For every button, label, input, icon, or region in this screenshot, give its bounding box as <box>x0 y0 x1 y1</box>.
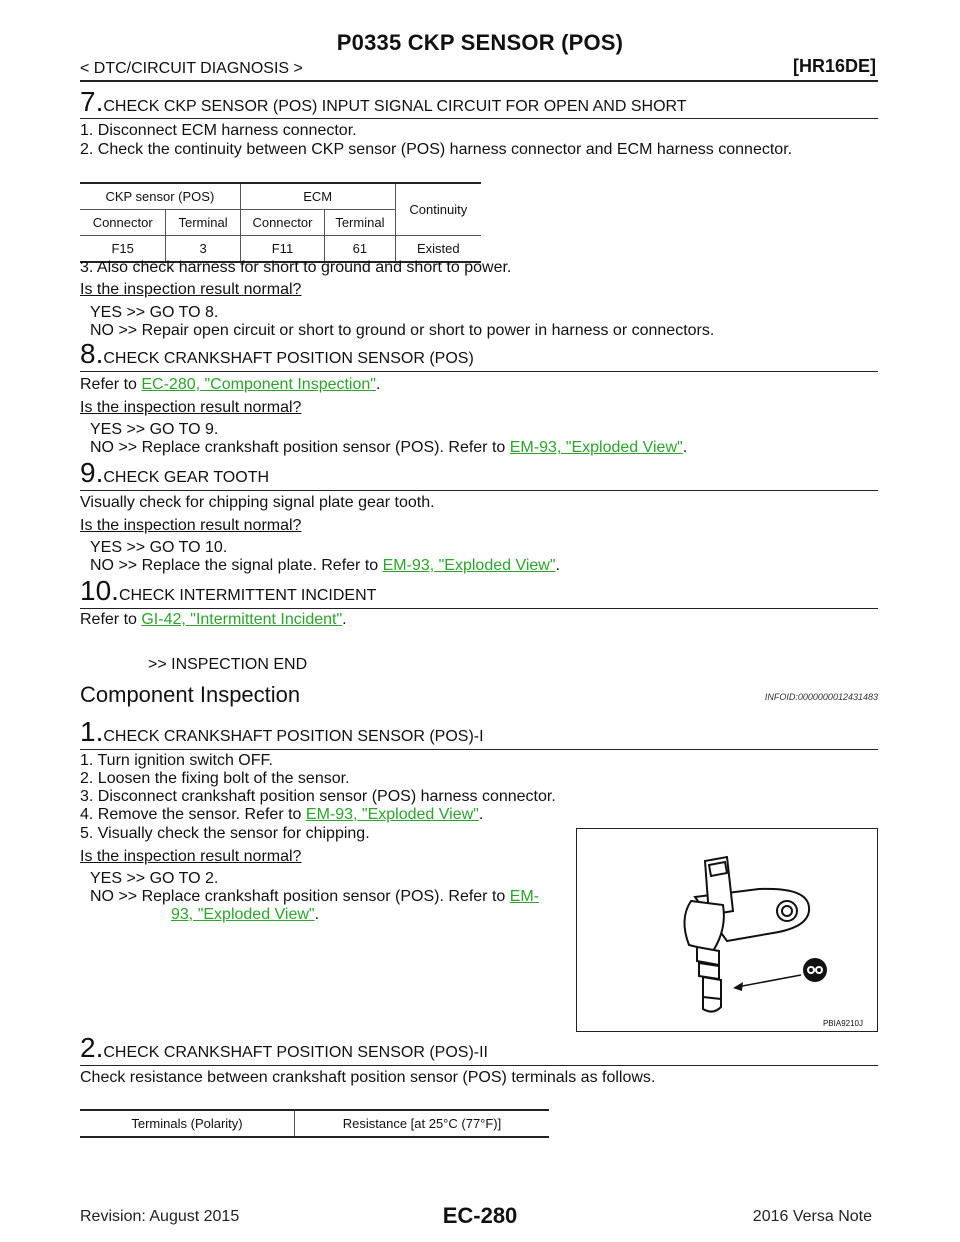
step-7-title: CHECK CKP SENSOR (POS) INPUT SIGNAL CIRCUIT FOR OPEN AND SHORT <box>103 98 687 115</box>
step-8-no <box>90 439 687 457</box>
step-8-refer-suffix: . <box>375 376 381 393</box>
col-connector-2: Connector <box>240 210 324 236</box>
step-9-title: CHECK GEAR TOOTH <box>103 469 270 486</box>
step-10-title: CHECK INTERMITTENT INCIDENT <box>118 587 377 604</box>
step-7-line-1: 1. Disconnect ECM harness connector. <box>80 122 357 139</box>
cell-terminal-2: 61 <box>325 236 395 263</box>
figure-code: PBIA9210J <box>822 1019 863 1028</box>
comp-step-1-line-3: 3. Disconnect crankshaft position sensor (POS) harness connector. <box>80 788 556 805</box>
step-8-title: CHECK CRANKSHAFT POSITION SENSOR (POS) <box>103 350 474 367</box>
col-terminal-2: Terminal <box>325 210 395 236</box>
footer-revision: Revision: August 2015 <box>80 1208 240 1225</box>
step-9-no-prefix: NO >> Replace the signal plate. Refer to <box>90 557 383 574</box>
resistance-table <box>80 1109 549 1138</box>
comp-step-2-line-1: Check resistance between crankshaft position sensor (POS) terminals as follows. <box>80 1069 656 1086</box>
cell-connector-1: F15 <box>80 236 166 263</box>
comp-step-1-question: Is the inspection result normal? <box>80 848 302 865</box>
comp-step-1-line-4 <box>80 806 483 824</box>
cell-continuity: Existed <box>395 236 481 263</box>
comp-step-1-no-prefix: NO >> Replace crankshaft position sensor (POS). Refer to <box>90 888 510 905</box>
comp-step-1-line-5: 5. Visually check the sensor for chipping. <box>80 825 370 842</box>
col-continuity: Continuity <box>395 183 481 236</box>
exploded-view-link-cont[interactable]: 93, "Exploded View" <box>171 906 315 923</box>
inspection-end: >> INSPECTION END <box>148 656 308 673</box>
step-8-divider <box>80 371 878 372</box>
header-divider <box>80 80 878 82</box>
step-7-line-3: 3. Also check harness for short to ground and short to power. <box>80 259 512 276</box>
footer-vehicle: 2016 Versa Note <box>752 1208 872 1225</box>
comp-step-1-divider <box>80 749 878 750</box>
step-7-heading <box>80 86 687 118</box>
step-10-refer-prefix: Refer to <box>80 611 142 628</box>
cell-terminal-1: 3 <box>166 236 240 263</box>
step-8-refer <box>80 376 380 394</box>
comp-step-1-no <box>90 888 539 906</box>
step-9-question: Is the inspection result normal? <box>80 517 302 534</box>
cell-connector-2: F11 <box>240 236 324 263</box>
info-id: INFOID:0000000012431483 <box>764 692 878 702</box>
step-7-yes: YES >> GO TO 8. <box>90 304 219 321</box>
col-connector-1: Connector <box>80 210 166 236</box>
comp-step-1-yes: YES >> GO TO 2. <box>90 870 219 887</box>
step-7-number: 7. <box>80 86 104 117</box>
step-10-heading <box>80 575 376 607</box>
col-resistance: Resistance [at 25°C (77°F)] <box>295 1110 550 1137</box>
crankshaft-sensor-illustration <box>577 829 877 1031</box>
intermittent-incident-link[interactable]: GI-42, "Intermittent Incident" <box>141 611 343 628</box>
comp-step-2-heading <box>80 1032 488 1064</box>
step-9-heading <box>80 457 269 489</box>
page-number: EC-280 <box>442 1203 518 1228</box>
comp-step-1-line-4-prefix: 4. Remove the sensor. Refer to <box>80 806 306 823</box>
step-7-no: NO >> Repair open circuit or short to ground or short to power in harness or connectors. <box>90 322 715 339</box>
comp-step-1-no-suffix: . <box>314 906 320 923</box>
step-10-number: 10. <box>80 575 119 606</box>
sensor-figure <box>576 828 878 1032</box>
page-title: P0335 CKP SENSOR (POS) <box>336 30 624 55</box>
step-9-no-suffix: . <box>555 557 560 574</box>
step-9-divider <box>80 490 878 491</box>
comp-step-1-heading <box>80 716 484 748</box>
comp-step-1-no-cont <box>171 906 319 924</box>
engine-code: [HR16DE] <box>792 56 876 76</box>
comp-step-1-line-4-suffix: . <box>478 806 484 823</box>
comp-step-1-number: 1. <box>80 716 104 747</box>
step-7-question: Is the inspection result normal? <box>80 281 302 298</box>
step-8-no-prefix: NO >> Replace crankshaft position sensor (POS). Refer to <box>90 439 510 456</box>
comp-step-1-line-1: 1. Turn ignition switch OFF. <box>80 752 273 769</box>
comp-step-2-divider <box>80 1065 878 1066</box>
comp-step-2-title: CHECK CRANKSHAFT POSITION SENSOR (POS)-II <box>103 1044 488 1061</box>
exploded-view-link[interactable]: EM- <box>509 888 540 905</box>
step-9-line-1: Visually check for chipping signal plate gear tooth. <box>80 494 435 511</box>
step-8-no-suffix: . <box>682 439 688 456</box>
step-7-divider <box>80 118 878 119</box>
col-terminal-1: Terminal <box>166 210 240 236</box>
col-ecm: ECM <box>240 183 395 210</box>
step-8-question: Is the inspection result normal? <box>80 399 302 416</box>
step-8-number: 8. <box>80 338 104 369</box>
step-10-refer-suffix: . <box>342 611 347 628</box>
component-inspection-link[interactable]: EC-280, "Component Inspection" <box>141 376 376 393</box>
exploded-view-link[interactable]: EM-93, "Exploded View" <box>382 557 556 574</box>
exploded-view-link[interactable]: EM-93, "Exploded View" <box>305 806 479 823</box>
section-title: Component Inspection <box>80 682 301 707</box>
step-9-no <box>90 557 560 575</box>
step-7-line-2: 2. Check the continuity between CKP sensor (POS) harness connector and ECM harness connector. <box>80 141 793 158</box>
exploded-view-link[interactable]: EM-93, "Exploded View" <box>509 439 683 456</box>
step-8-heading <box>80 338 474 370</box>
step-9-yes: YES >> GO TO 10. <box>90 539 228 556</box>
step-10-refer <box>80 611 347 629</box>
col-ckp-sensor: CKP sensor (POS) <box>80 183 240 210</box>
step-10-divider <box>80 608 878 609</box>
continuity-table <box>80 182 481 263</box>
col-terminals: Terminals (Polarity) <box>80 1110 295 1137</box>
breadcrumb: < DTC/CIRCUIT DIAGNOSIS > <box>80 60 303 77</box>
step-8-refer-prefix: Refer to <box>80 376 142 393</box>
comp-step-2-number: 2. <box>80 1032 104 1063</box>
step-9-number: 9. <box>80 457 104 488</box>
step-8-yes: YES >> GO TO 9. <box>90 421 219 438</box>
comp-step-1-line-2: 2. Loosen the fixing bolt of the sensor. <box>80 770 350 787</box>
comp-step-1-title: CHECK CRANKSHAFT POSITION SENSOR (POS)-I <box>103 728 484 745</box>
